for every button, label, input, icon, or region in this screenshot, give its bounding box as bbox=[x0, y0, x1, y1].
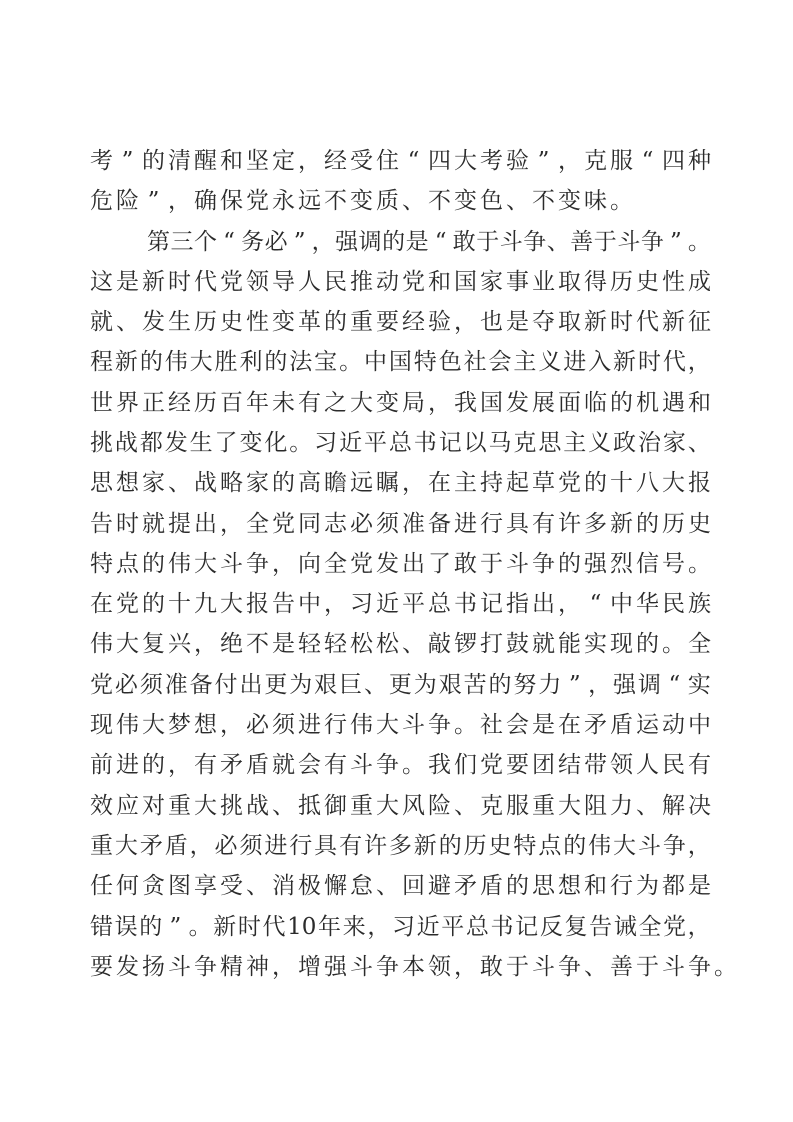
text-line: 程 新 的 伟 大 胜 利 的 法 宝 。 中 国 特 色 社 会 主 义 进 入 新 时 代 ， bbox=[90, 349, 711, 376]
text-line: 危 险 ” ， 确 保 党 永 远 不 变 质 、 不 变 色 、 不 变 味 。 bbox=[90, 188, 633, 215]
text-line: 就 、 发 生 历 史 性 变 革 的 重 要 经 验 ， 也 是 夺 取 新 时 代 新 征 bbox=[90, 309, 711, 336]
text-line: 考 ” 的 清 醒 和 坚 定 ， 经 受 住 “ 四 大 考 验 ” ， 克 服 “ 四 种 bbox=[90, 147, 711, 174]
text-line: 伟 大 复 兴 ， 绝 不 是 轻 轻 松 松 、 敲 锣 打 鼓 就 能 实 现 的 。 全 bbox=[90, 631, 711, 658]
text-line: 党 必 须 准 备 付 出 更 为 艰 巨 、 更 为 艰 苦 的 努 力 ” ， 强 调 “ 实 bbox=[90, 671, 711, 698]
document-body bbox=[90, 141, 737, 987]
text-line: 任 何 贪 图 享 受 、 消 极 懈 怠 、 回 避 矛 盾 的 思 想 和 行 为 都 是 bbox=[90, 873, 711, 900]
text-line: 告 时 就 提 出 ， 全 党 同 志 必 须 准 备 进 行 具 有 许 多 新 的 历 史 bbox=[90, 510, 711, 537]
text-line: 特 点 的 伟 大 斗 争 ， 向 全 党 发 出 了 敢 于 斗 争 的 强 烈 信 号 。 bbox=[90, 550, 711, 577]
text-line: 错 误 的 ” 。 新 时 代 10 年 来 ， 习 近 平 总 书 记 反 复 告 诫 全 党 ， bbox=[90, 913, 711, 940]
text-line: 这 是 新 时 代 党 领 导 人 民 推 动 党 和 国 家 事 业 取 得 历 史 性 成 bbox=[90, 268, 711, 295]
text-line: 挑 战 都 发 生 了 变 化 。 习 近 平 总 书 记 以 马 克 思 主 义 政 治 家 、 bbox=[90, 430, 711, 456]
text-line: 重 大 矛 盾 ， 必 须 进 行 具 有 许 多 新 的 历 史 特 点 的 伟 大 斗 争 ， bbox=[90, 832, 711, 859]
text-line: 要 发 扬 斗 争 精 神 ， 增 强 斗 争 本 领 ， 敢 于 斗 争 、 善 于 斗 争 。 bbox=[90, 953, 737, 980]
text-line: 思 想 家 、 战 略 家 的 高 瞻 远 瞩 ， 在 主 持 起 草 党 的 十 八 大 报 bbox=[90, 470, 711, 497]
text-line: 在 党 的 十 九 大 报 告 中 ， 习 近 平 总 书 记 指 出 ， “ 中 华 民 族 bbox=[90, 591, 711, 618]
text-line: 现 伟 大 梦 想 ， 必 须 进 行 伟 大 斗 争 。 社 会 是 在 矛 盾 运 动 中 bbox=[90, 712, 711, 739]
text-line: 第 三 个 “ 务 必 ” ， 强 调 的 是 “ 敢 于 斗 争 、 善 于 斗 争 ” 。 bbox=[147, 228, 711, 255]
text-line: 效 应 对 重 大 挑 战 、 抵 御 重 大 风 险 、 克 服 重 大 阻 力 、 解 决 bbox=[90, 792, 711, 819]
text-line: 世 界 正 经 历 百 年 未 有 之 大 变 局 ， 我 国 发 展 面 临 的 机 遇 和 bbox=[90, 389, 711, 416]
text-line: 前 进 的 ， 有 矛 盾 就 会 有 斗 争 。 我 们 党 要 团 结 带 领 人 民 有 bbox=[90, 752, 711, 779]
